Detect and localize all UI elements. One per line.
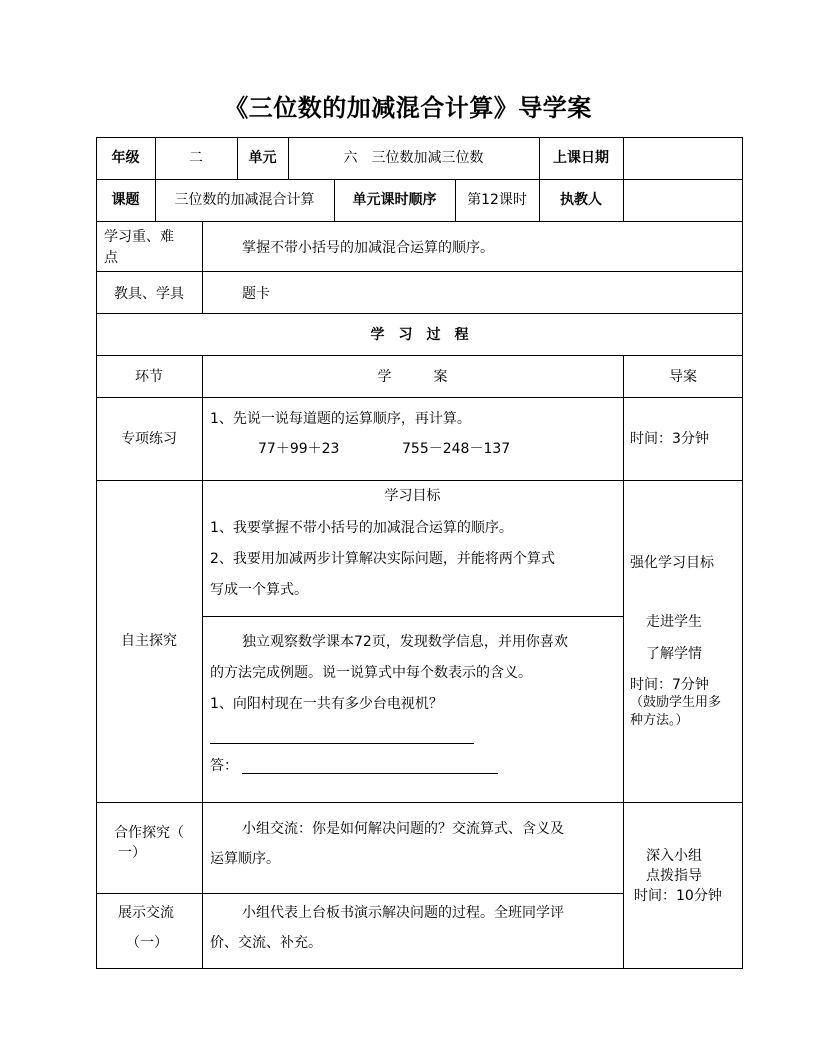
practice-instruction: 1、先说一说每道题的运算顺序，再计算。 xyxy=(210,411,471,427)
question-1: 1、向阳村现在一共有多少台电视机？ xyxy=(210,696,443,712)
coop-section: 合作探究（ xyxy=(114,825,184,841)
row-divider xyxy=(202,616,623,617)
practice-expr-1: 77＋99＋23 xyxy=(258,441,340,457)
order-value: 第12课时 xyxy=(467,192,527,208)
explore-section: 自主探究 xyxy=(121,633,177,649)
coop-guide-2: 点拨指导 xyxy=(646,868,702,884)
page-title: 《三位数的加减混合计算》导学案 xyxy=(224,94,592,122)
table-border xyxy=(96,137,97,969)
tools-label: 教具、学具 xyxy=(114,286,184,302)
practice-guide: 时间：3分钟 xyxy=(630,431,709,447)
col-divider xyxy=(623,137,624,222)
practice-expr-2: 755－248－137 xyxy=(402,441,511,457)
row-divider xyxy=(96,271,743,272)
row-divider xyxy=(96,313,743,314)
tools-value: 题卡 xyxy=(242,286,270,302)
observe-text-cont: 的方法完成例题。说一说算式中每个数表示的含义。 xyxy=(210,665,532,681)
col-divider xyxy=(623,355,624,969)
coop-text: 小组交流：你是如何解决问题的？交流算式、含义及 xyxy=(242,821,564,837)
show-section-cont: （一） xyxy=(126,935,168,951)
show-text: 小组代表上台板书演示解决问题的过程。全班同学评 xyxy=(242,905,564,921)
focus-label: 学习重、难 xyxy=(104,229,174,245)
row-divider xyxy=(96,355,743,356)
answer-blank-line[interactable] xyxy=(210,743,474,744)
row-divider xyxy=(96,179,743,180)
coop-guide-1: 深入小组 xyxy=(646,848,702,864)
show-section: 展示交流 xyxy=(118,905,174,921)
grade-value: 二 xyxy=(189,150,203,166)
topic-label: 课题 xyxy=(111,192,140,208)
explore-guide-4: 时间：7分钟 xyxy=(630,677,709,693)
date-label: 上课日期 xyxy=(553,150,609,166)
coop-text-cont: 运算顺序。 xyxy=(210,851,280,867)
order-label: 单元课时顺序 xyxy=(352,192,437,208)
table-border xyxy=(96,968,743,969)
row-divider xyxy=(96,480,743,481)
row-divider xyxy=(96,802,743,803)
grade-label: 年级 xyxy=(111,150,140,166)
coop-section-cont: 一） xyxy=(118,845,146,861)
goals-title: 学习目标 xyxy=(384,488,441,504)
coop-guide-3: 时间：10分钟 xyxy=(634,888,722,904)
process-heading: 学 习 过 程 xyxy=(370,327,469,343)
row-divider xyxy=(96,893,623,894)
unit-label: 单元 xyxy=(248,150,277,166)
col-header-section: 环节 xyxy=(135,369,163,385)
explore-guide-3: 了解学情 xyxy=(646,646,702,662)
row-divider xyxy=(96,221,743,222)
unit-value: 六 三位数加减三位数 xyxy=(343,150,484,166)
table-border xyxy=(742,137,743,969)
col-header-plan: 学 案 xyxy=(377,369,448,385)
explore-guide-2: 走进学生 xyxy=(646,614,702,630)
focus-value: 掌握不带小括号的加减混合运算的顺序。 xyxy=(242,240,494,256)
goal-1: 1、我要掌握不带小括号的加减混合运算的顺序。 xyxy=(210,520,513,536)
row-divider xyxy=(96,397,743,398)
explore-guide-6: 种方法。） xyxy=(630,713,689,728)
focus-label-cont: 点 xyxy=(104,250,118,266)
show-text-cont: 价、交流、补充。 xyxy=(210,935,322,951)
goal-2-cont: 写成一个算式。 xyxy=(210,582,308,598)
practice-section: 专项练习 xyxy=(121,431,177,447)
topic-value: 三位数的加减混合计算 xyxy=(174,192,315,208)
teacher-label: 执教人 xyxy=(560,192,602,208)
explore-guide-1: 强化学习目标 xyxy=(630,555,714,571)
col-header-guide: 导案 xyxy=(669,369,697,385)
answer-blank-line[interactable] xyxy=(242,773,498,774)
col-divider xyxy=(202,221,203,314)
observe-text: 独立观察数学课本72页，发现数学信息，并用你喜欢 xyxy=(242,634,568,650)
goal-2: 2、我要用加减两步计算解决实际问题，并能将两个算式 xyxy=(210,551,555,567)
col-divider xyxy=(202,355,203,969)
answer-label: 答： xyxy=(210,758,238,774)
explore-guide-5: （鼓励学生用多 xyxy=(630,695,722,710)
table-border xyxy=(96,137,743,138)
